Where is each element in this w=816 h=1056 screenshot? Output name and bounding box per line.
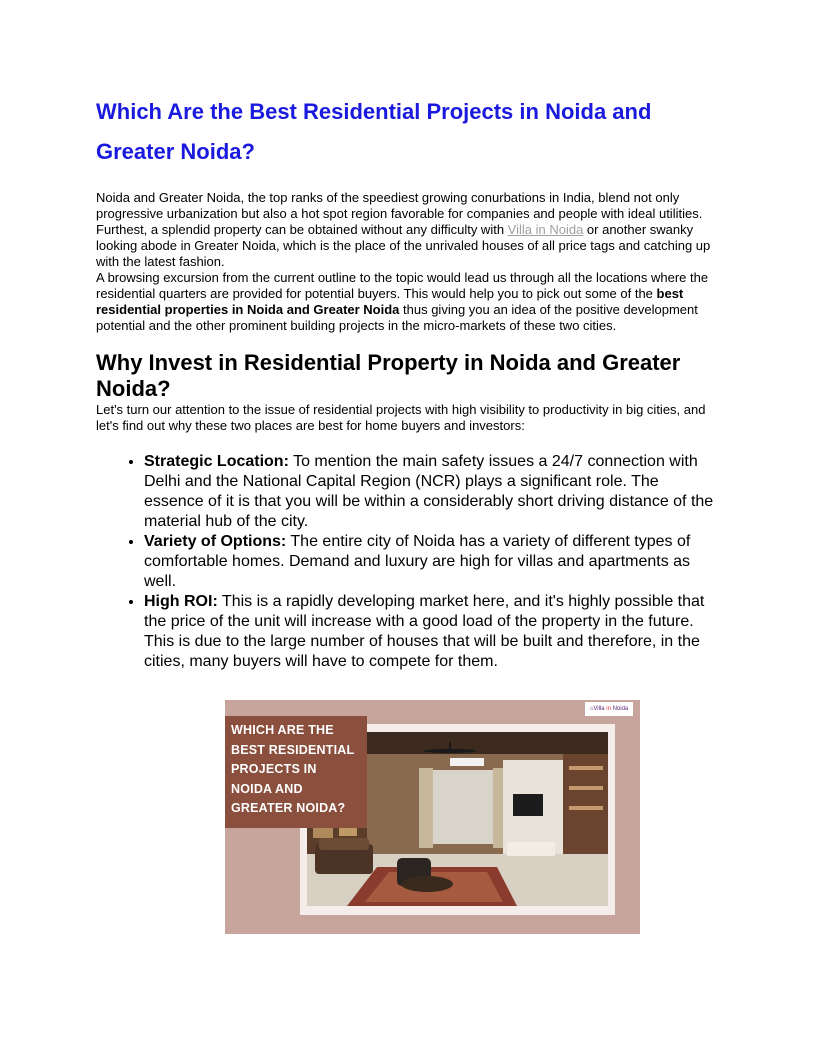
section-heading: Why Invest in Residential Property in Noida and Greater Noida? <box>96 350 681 401</box>
page-title <box>96 92 722 172</box>
list-item-text: The entire city of Noida has a variety of different types of comfortable homes. Demand and luxury are high for villas and apartments as well. <box>144 533 691 590</box>
banner-title-box <box>225 716 367 828</box>
banner-title-line: GREATER NOIDA? <box>231 801 346 815</box>
para2-text-cont: thus giving you an idea of the positive development potential and the other prominent building projects in the micro-markets of these two cities. <box>96 302 698 333</box>
article <box>96 92 722 672</box>
list-item <box>144 592 722 672</box>
intro-text-cont: or another swanky looking abode in Greater Noida, which is the place of the unrivaled houses of all price tags and catching up with the latest fashion. <box>96 222 711 269</box>
banner-title-line: NOIDA AND <box>231 781 303 796</box>
reasons-list <box>96 452 722 672</box>
article-banner-image <box>225 700 640 934</box>
section-intro: Let's turn our attention to the issue of residential projects with high visibility to productivity in big cities, and let's find out why these two places are best for home buyers and investors: <box>96 402 706 433</box>
list-item-title: Strategic Location: <box>144 453 289 470</box>
page-title-line-1: Which Are the Best Residential Projects in Noida and <box>96 99 652 124</box>
list-item <box>144 452 722 532</box>
intro-paragraph <box>96 190 722 270</box>
villa-in-noida-link[interactable]: Villa in Noida <box>507 222 584 237</box>
villa-in-noida-logo: ⌂Villa in Noida <box>585 702 633 716</box>
intro-paragraph-2 <box>96 270 722 334</box>
banner-title-line: WHICH ARE THE <box>231 723 334 737</box>
list-item <box>144 532 722 592</box>
intro-text: Noida and Greater Noida, the top ranks of the speediest growing conurbations in India, blend not only progressive urbanization but also a hot spot region favorable for companies and people with ideal utilities. Furthest, a splendid property can be obtained without any difficulty with <box>96 190 703 237</box>
list-item-title: High ROI: <box>144 593 218 610</box>
banner-title-line: PROJECTS IN <box>231 762 317 776</box>
page-title-line-2: Greater Noida? <box>96 139 255 164</box>
banner-title-line: BEST RESIDENTIAL <box>231 742 355 757</box>
para2-bold: best residential properties in Noida and Greater Noida <box>96 286 684 317</box>
house-icon: ⌂ <box>589 706 594 712</box>
para2-text: A browsing excursion from the current outline to the topic would lead us through all the locations where the residential quarters are provided for potential buyers. This would help you to pick out some of the <box>96 270 709 301</box>
list-item-title: Variety of Options: <box>144 533 287 550</box>
list-item-text: This is a rapidly developing market here, and it's highly possible that the price of the unit will increase with a good load of the property in the future. This is due to the large number of houses that will be built and therefore, in the cities, many buyers will have to compete for them. <box>144 593 705 670</box>
list-item-text: To mention the main safety issues a 24/7 connection with Delhi and the National Capital Region (NCR) plays a significant role. The essence of it is that you will be within a considerably short driving distance of the material hub of the city. <box>144 453 714 530</box>
